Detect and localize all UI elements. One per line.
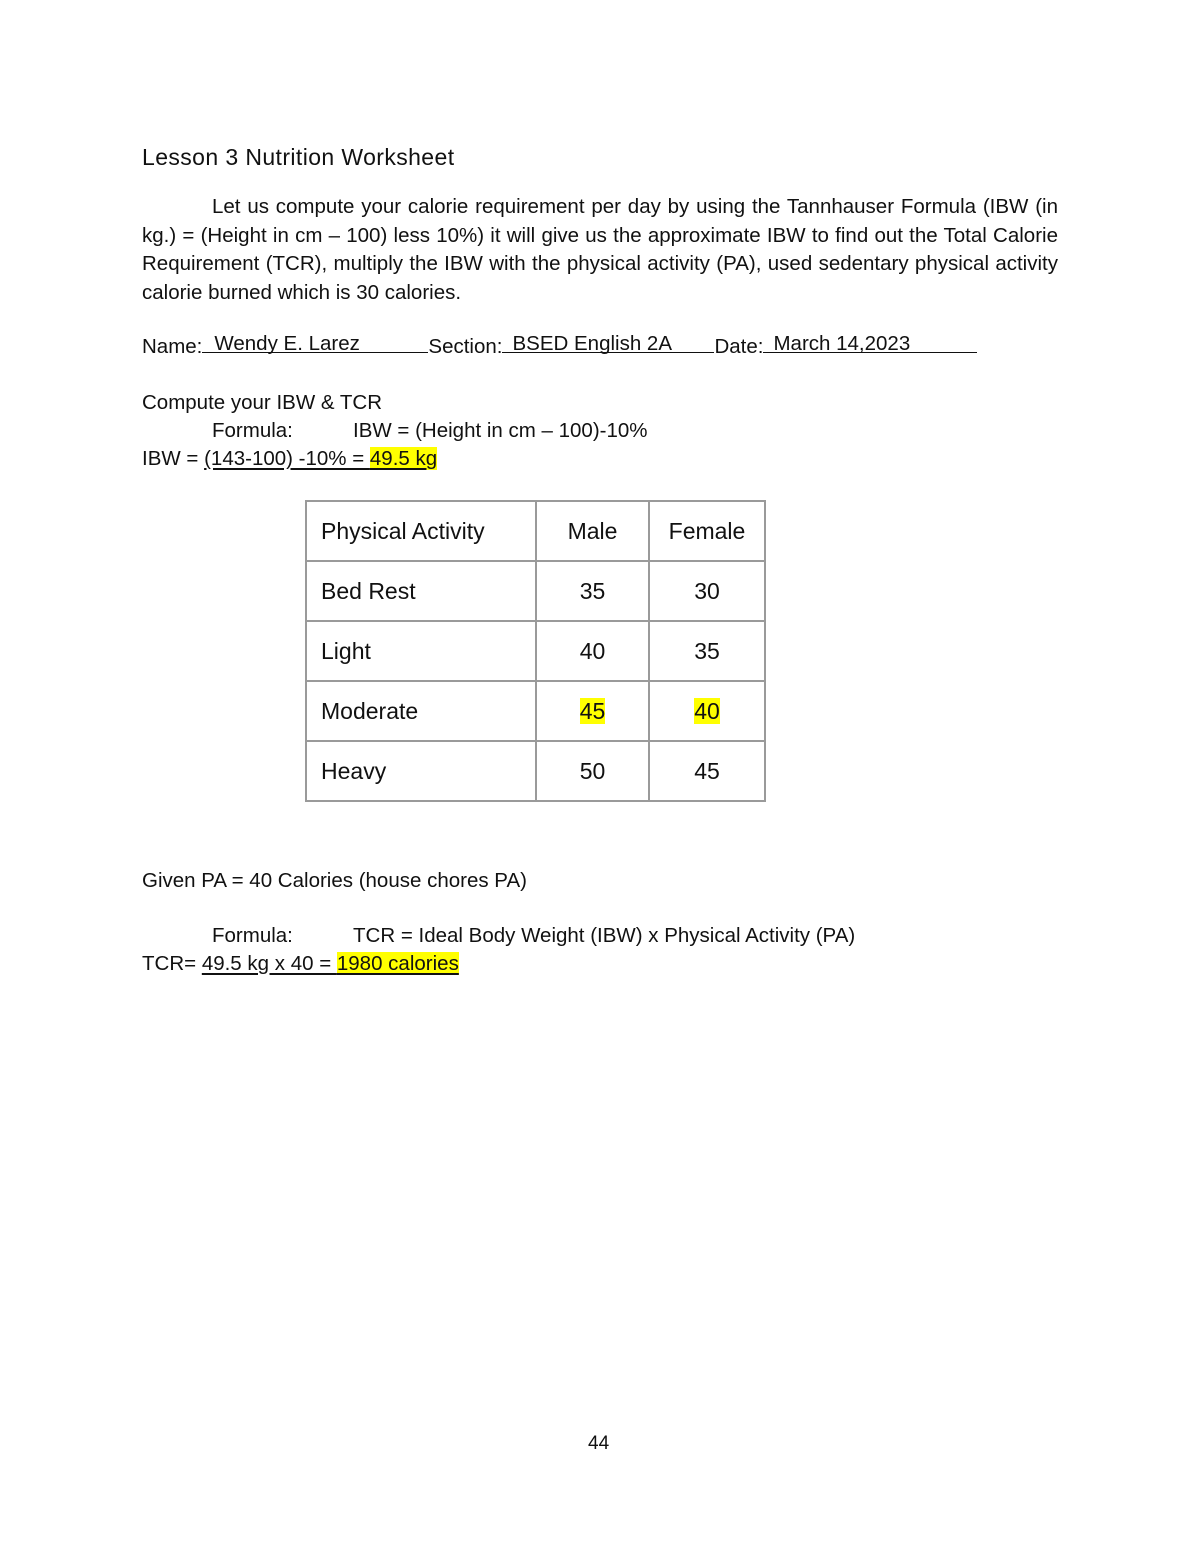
highlighted-value: 40 <box>694 697 720 724</box>
ibw-work: (143-100) -10% = <box>204 447 370 470</box>
student-info-line <box>142 334 977 359</box>
activity-cell: Light <box>306 621 536 681</box>
female-cell: 30 <box>649 561 765 621</box>
tcr-prefix: TCR= <box>142 952 197 975</box>
section-value: BSED English 2A <box>512 332 672 355</box>
ibw-formula-line <box>212 419 648 443</box>
tcr-result: 1980 calories <box>336 952 459 975</box>
header-female: Female <box>649 501 765 561</box>
male-cell: 50 <box>536 741 649 801</box>
page-title: Lesson 3 Nutrition Worksheet <box>142 144 455 170</box>
table-row <box>306 621 765 681</box>
name-value: Wendy E. Larez <box>214 332 360 355</box>
table-row <box>306 681 765 741</box>
name-field <box>202 334 428 353</box>
table-row <box>306 741 765 801</box>
table-header-row <box>306 501 765 561</box>
header-male: Male <box>536 501 649 561</box>
table-row <box>306 561 765 621</box>
tcr-formula-label: Formula: <box>212 924 293 947</box>
ibw-prefix: IBW = <box>142 447 205 470</box>
ibw-computation <box>142 447 437 471</box>
tcr-formula: TCR = Ideal Body Weight (IBW) x Physical Activity (PA) <box>353 924 856 947</box>
intro-paragraph: Let us compute your calorie requirement per day by using the Tannhauser Formula (IBW (in kg.) = (Height in cm – 100) less 10%) it will give us the approximate IBW to find out the Total Calorie Requirement (TCR), multiply the IBW with the physical activity (PA), used sedentary physical activity calorie burned which is 30 calories. <box>142 195 1058 304</box>
date-label: Date: <box>714 335 764 358</box>
female-cell-highlighted <box>649 681 765 741</box>
male-cell-highlighted <box>536 681 649 741</box>
name-label: Name: <box>142 335 203 358</box>
header-physical-activity: Physical Activity <box>306 501 536 561</box>
section-field <box>502 334 714 353</box>
compute-heading: Compute your IBW & TCR <box>142 391 382 414</box>
male-cell: 35 <box>536 561 649 621</box>
ibw-formula: IBW = (Height in cm – 100)-10% <box>353 419 648 442</box>
highlighted-value: 45 <box>579 697 606 724</box>
page-number: 44 <box>588 1433 610 1454</box>
activity-cell: Moderate <box>306 681 536 741</box>
physical-activity-table <box>305 500 766 802</box>
date-field <box>763 334 977 353</box>
section-label: Section: <box>428 335 503 358</box>
activity-cell: Bed Rest <box>306 561 536 621</box>
female-cell: 45 <box>649 741 765 801</box>
date-value: March 14,2023 <box>773 332 911 355</box>
given-pa: Given PA = 40 Calories (house chores PA) <box>142 869 527 892</box>
female-cell: 35 <box>649 621 765 681</box>
ibw-formula-label: Formula: <box>212 419 293 442</box>
tcr-formula-line <box>212 924 855 948</box>
tcr-computation <box>142 952 459 976</box>
tcr-work: 49.5 kg x 40 = <box>201 952 337 975</box>
activity-cell: Heavy <box>306 741 536 801</box>
ibw-result: 49.5 kg <box>369 447 438 470</box>
male-cell: 40 <box>536 621 649 681</box>
